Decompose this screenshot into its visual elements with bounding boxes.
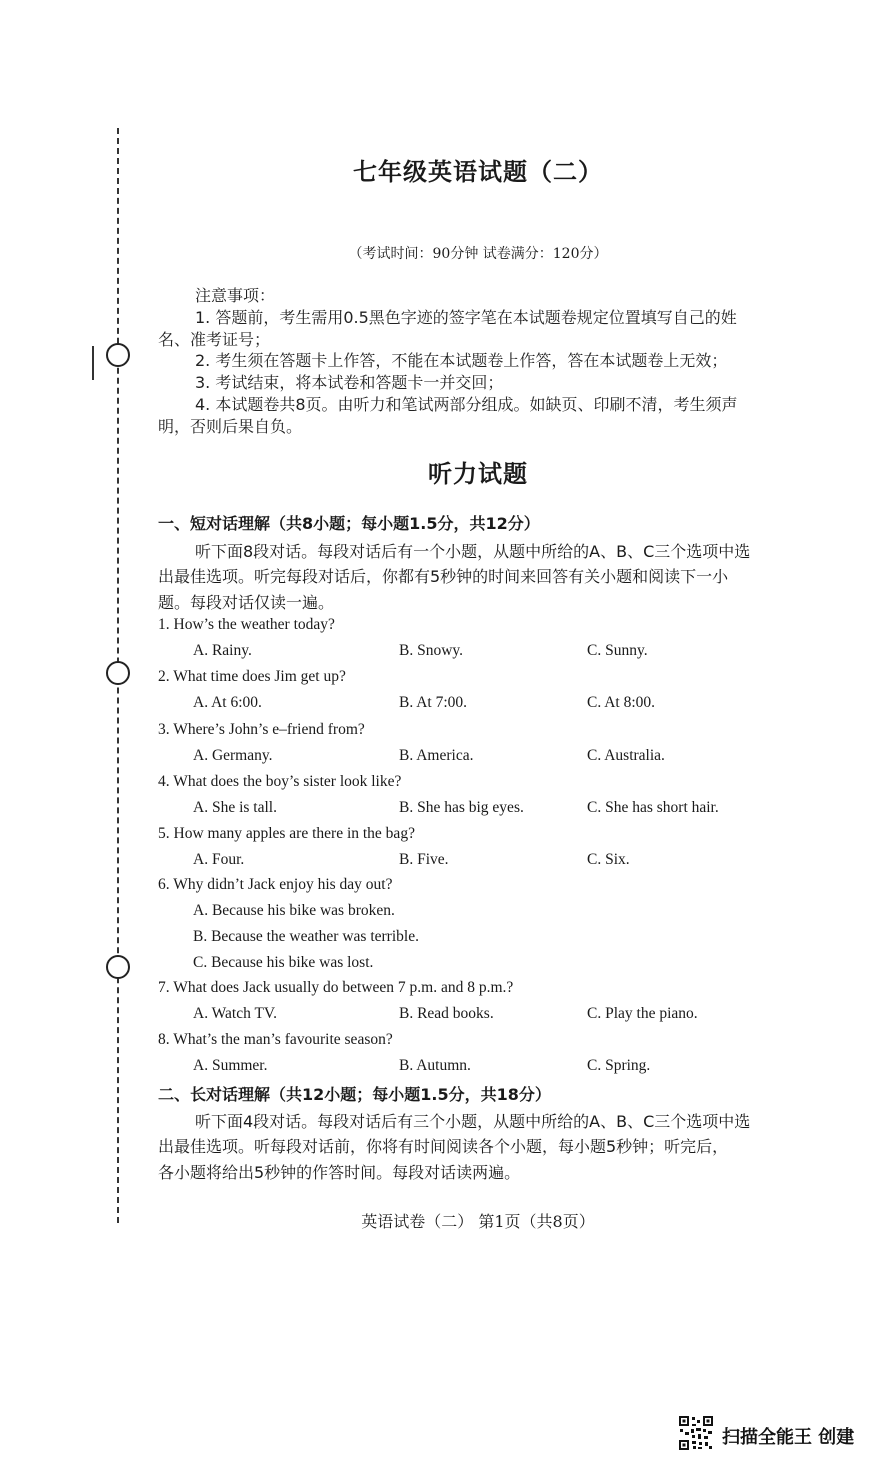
binding-hole-icon [106,343,130,367]
option-b: B. Because the weather was terrible. [193,928,419,945]
question-text: 5. How many apples are there in the bag? [158,825,415,842]
option-c: C. Sunny. [587,642,648,659]
binding-hole-icon [106,661,130,685]
notice-line: 2. 考生须在答题卡上作答，不能在本试题卷上作答，答在本试题卷上无效； [195,351,728,370]
option-c: C. At 8:00. [587,694,656,711]
question-text: 7. What does Jack usually do between 7 p.m. and 8 p.m.? [158,979,514,996]
option-a: A. Watch TV. [193,1005,278,1022]
option-b: B. Read books. [399,1005,494,1022]
exam-info: （考试时间：90分钟 试卷满分：120分） [348,246,608,262]
part-intro-line: 听下面4段对话。每段对话后有三个小题，从题中所给的A、B、C三个选项中选 [195,1112,751,1131]
option-a: A. She is tall. [193,799,277,816]
option-b: B. America. [399,747,474,764]
notice-line: 1. 答题前，考生需用0.5黑色字迹的签字笔在本试题卷规定位置填写自己的姓 [195,308,737,327]
question-text: 8. What’s the man’s favourite season? [158,1031,393,1048]
option-c: C. Australia. [587,747,665,764]
page-footer: 英语试卷（二） 第1页（共8页） [361,1212,595,1231]
notice-heading: 注意事项： [195,286,276,305]
question-text: 2. What time does Jim get up? [158,668,346,685]
part-title: 二、长对话理解（共12小题；每小题1.5分，共18分） [158,1085,551,1104]
binding-tick-mark [92,346,94,380]
question-text: 1. How’s the weather today? [158,616,335,633]
option-a: A. Germany. [193,747,273,764]
option-a: A. Rainy. [193,642,252,659]
question-text: 6. Why didn’t Jack enjoy his day out? [158,876,393,893]
binding-hole-icon [106,955,130,979]
option-a: A. Summer. [193,1057,268,1074]
option-c: C. Six. [587,851,630,868]
notice-line: 4. 本试题卷共8页。由听力和笔试两部分组成。如缺页、印刷不清，考生须声 [195,395,738,414]
option-b: B. Autumn. [399,1057,471,1074]
scanner-watermark: 扫描全能王 创建 [722,1427,855,1448]
question-text: 3. Where’s John’s e–friend from? [158,721,365,738]
option-a: A. At 6:00. [193,694,262,711]
option-c: C. Play the piano. [587,1005,698,1022]
option-a: A. Four. [193,851,245,868]
option-b: B. She has big eyes. [399,799,524,816]
option-b: B. Snowy. [399,642,464,659]
option-c: C. Because his bike was lost. [193,954,374,971]
option-b: B. Five. [399,851,449,868]
qr-code-icon [678,1415,714,1451]
part-intro-line: 出最佳选项。听每段对话前，你将有时间阅读各个小题，每小题5秒钟；听完后， [158,1137,729,1156]
notice-line: 3. 考试结束，将本试卷和答题卡一并交回； [195,373,504,392]
part-intro-line: 题。每段对话仅读一遍。 [158,593,335,612]
option-c: C. Spring. [587,1057,651,1074]
section-heading: 听力试题 [428,459,528,488]
option-c: C. She has short hair. [587,799,719,816]
part-intro-line: 出最佳选项。听完每段对话后，你都有5秒钟的时间来回答有关小题和阅读下一小 [158,567,729,586]
notice-line: 明，否则后果自负。 [158,417,303,436]
part-intro-line: 各小题将给出5秒钟的作答时间。每段对话读两遍。 [158,1163,521,1182]
part-intro-line: 听下面8段对话。每段对话后有一个小题，从题中所给的A、B、C三个选项中选 [195,542,751,561]
option-b: B. At 7:00. [399,694,468,711]
part-title: 一、短对话理解（共8小题；每小题1.5分，共12分） [158,514,540,533]
notice-line: 名、准考证号； [158,330,271,349]
option-a: A. Because his bike was broken. [193,902,395,919]
question-text: 4. What does the boy’s sister look like? [158,773,402,790]
page-title: 七年级英语试题（二） [353,157,603,186]
